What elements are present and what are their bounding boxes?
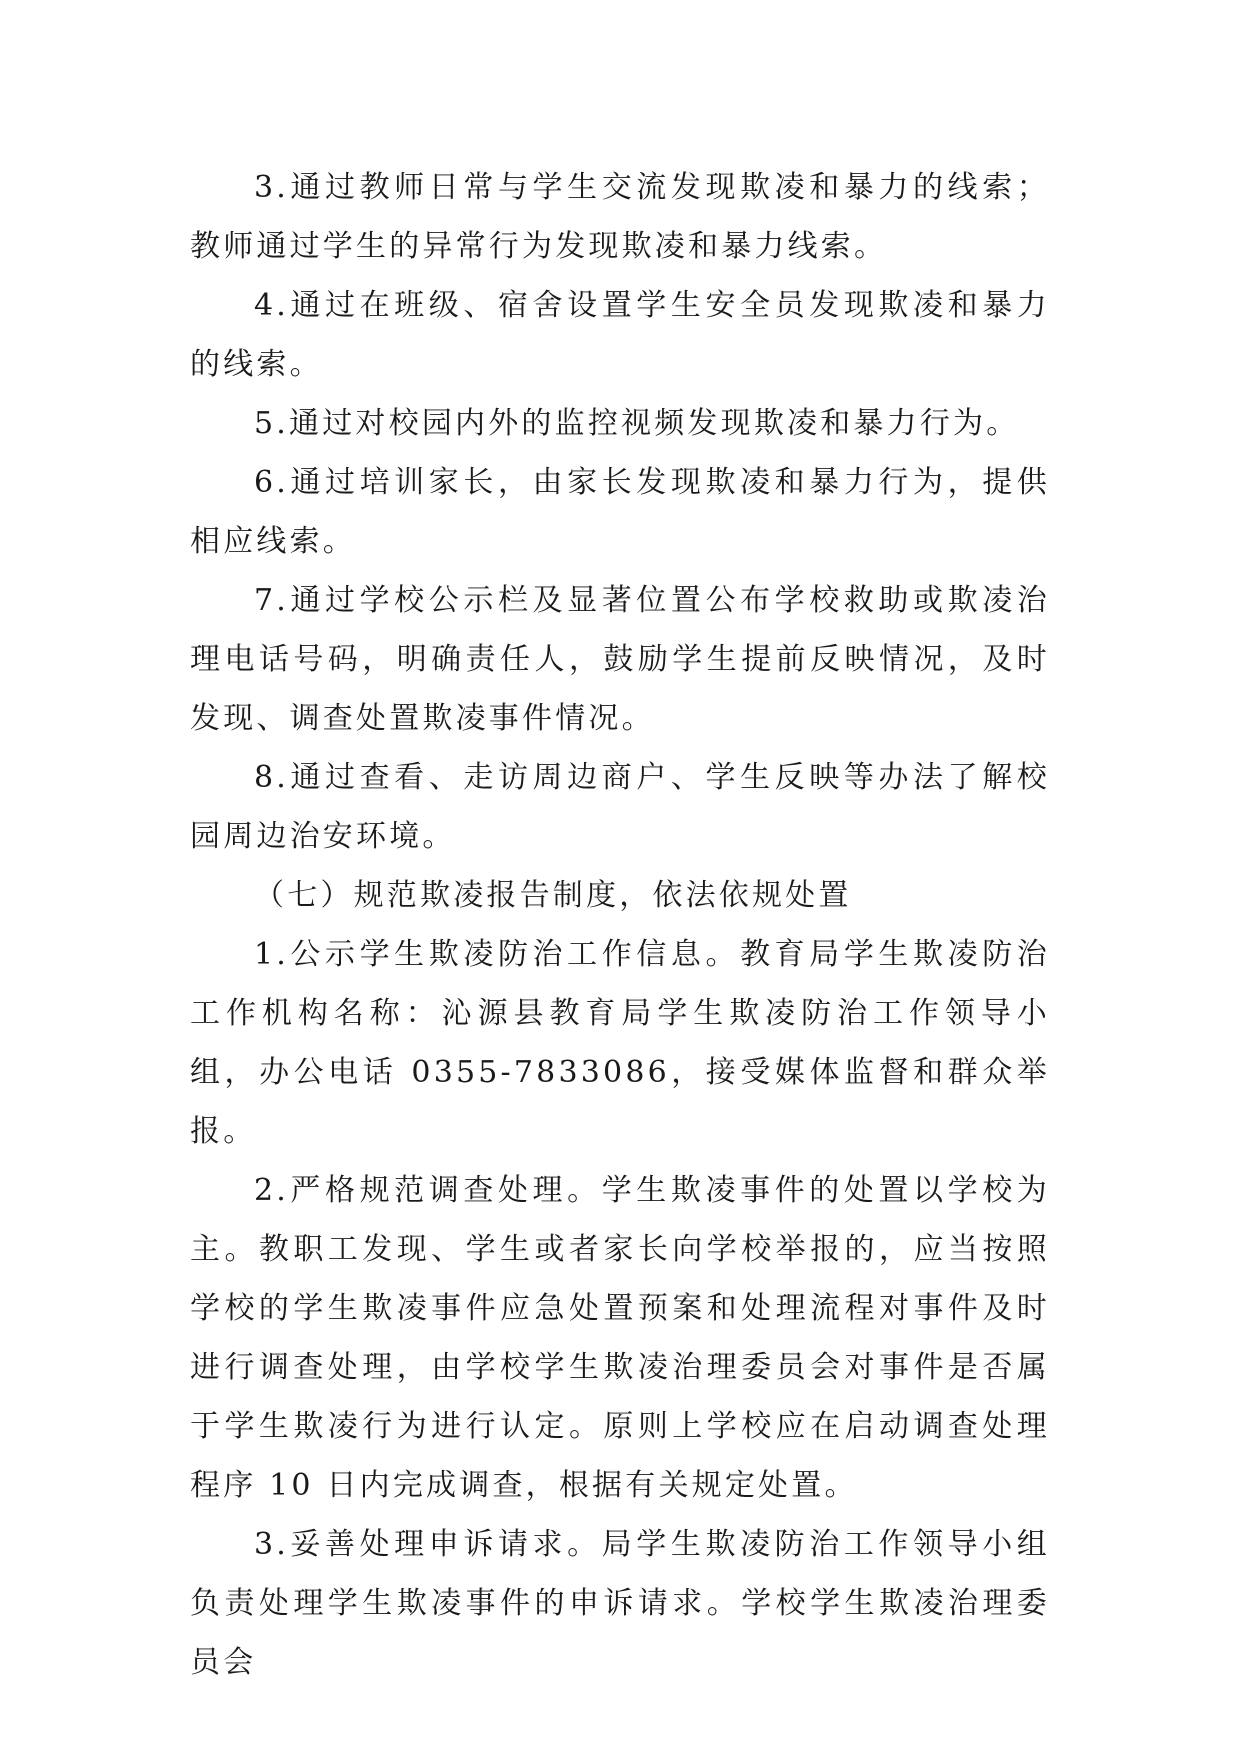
section-paragraph-3: 3.妥善处理申诉请求。局学生欺凌防治工作领导小组负责处理学生欺凌事件的申诉请求。学校学生欺凌治理委员会 bbox=[190, 1527, 1050, 1680]
paragraph-item-3: 3.通过教师日常与学生交流发现欺凌和暴力的线索；教师通过学生的异常行为发现欺凌和暴力线索。 bbox=[190, 170, 1050, 264]
paragraph-item-7: 7.通过学校公示栏及显著位置公布学校救助或欺凌治理电话号码，明确责任人，鼓励学生提前反映情况，及时发现、调查处置欺凌事件情况。 bbox=[190, 583, 1050, 736]
section-paragraph-2: 2.严格规范调查处理。学生欺凌事件的处置以学校为主。教职工发现、学生或者家长向学校举报的，应当按照学校的学生欺凌事件应急处置预案和处理流程对事件及时进行调查处理，由学校学生欺凌治理委员会对事件是否属于学生欺凌行为进行认定。原则上学校应在启动调查处理程序 10 日内完成调查，根据有关规定处置。 bbox=[190, 1173, 1050, 1503]
document-body bbox=[190, 158, 1050, 1692]
paragraph-item-8: 8.通过查看、走访周边商户、学生反映等办法了解校园周边治安环境。 bbox=[190, 760, 1050, 854]
paragraph-item-4: 4.通过在班级、宿舍设置学生安全员发现欺凌和暴力的线索。 bbox=[190, 288, 1050, 382]
section-heading: （七）规范欺凌报告制度，依法依规处置 bbox=[254, 878, 852, 913]
paragraph-item-5: 5.通过对校园内外的监控视频发现欺凌和暴力行为。 bbox=[254, 406, 1020, 441]
paragraph-item-6: 6.通过培训家长，由家长发现欺凌和暴力行为，提供相应线索。 bbox=[190, 465, 1050, 559]
section-paragraph-1: 1.公示学生欺凌防治工作信息。教育局学生欺凌防治工作机构名称：沁源县教育局学生欺凌防治工作领导小组，办公电话 0355-7833086，接受媒体监督和群众举报。 bbox=[190, 937, 1050, 1149]
